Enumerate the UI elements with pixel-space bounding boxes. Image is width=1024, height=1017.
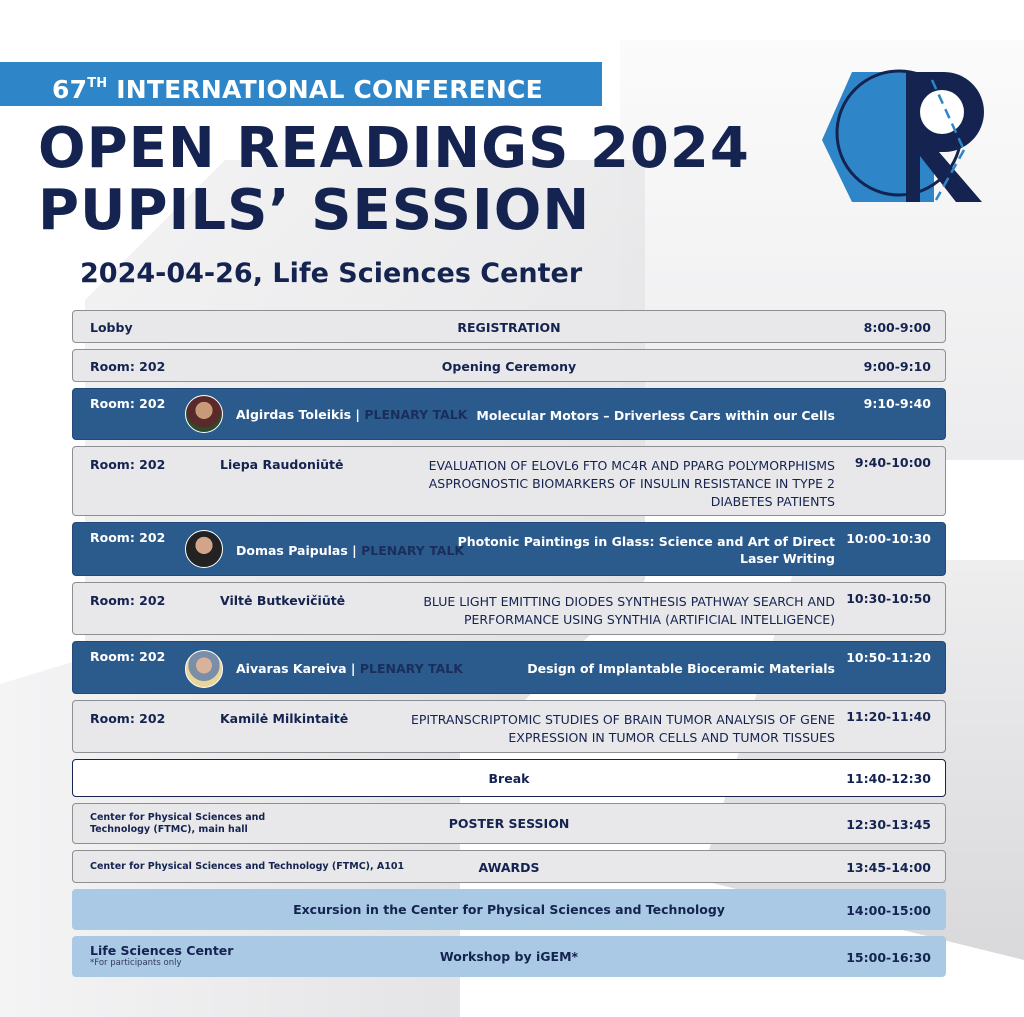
- schedule-row-opening: [72, 349, 946, 382]
- room-label: Center for Physical Sciences and Technology (FTMC), A101: [90, 861, 405, 872]
- talk-title-line: DIABETES PATIENTS: [710, 494, 835, 509]
- session-time: 10:00-10:30: [846, 531, 931, 546]
- banner-suffix: TH: [87, 76, 108, 91]
- participants-note: *For participants only: [90, 958, 182, 968]
- schedule-row-talk: [72, 582, 946, 635]
- talk-title-line: ASPROGNOSTIC BIOMARKERS OF INSULIN RESISTANCE IN TYPE 2: [428, 476, 835, 491]
- room-label: Room: 202: [90, 457, 166, 472]
- speaker-name-text: Aivaras Kareiva: [236, 661, 347, 676]
- room-label-line: Center for Physical Sciences and: [90, 812, 266, 823]
- room-label: Lobby: [90, 320, 133, 335]
- speaker-name-text: Domas Paipulas: [236, 543, 348, 558]
- speaker-name: Liepa Raudoniūtė: [220, 457, 344, 472]
- schedule-row-plenary: [72, 522, 946, 576]
- speaker-name: [236, 543, 464, 558]
- session-title: Break: [488, 771, 530, 786]
- talk-title: [429, 457, 835, 511]
- session-time: 11:20-11:40: [846, 709, 931, 724]
- session-time: 10:30-10:50: [846, 591, 931, 606]
- plenary-tag: PLENARY TALK: [361, 543, 465, 558]
- session-time: 11:40-12:30: [846, 771, 931, 786]
- session-title: POSTER SESSION: [448, 816, 570, 831]
- session-time: 9:00-9:10: [863, 359, 931, 374]
- talk-title-line: EVALUATION OF ELOVL6 FTO MC4R AND PPARG POLYMORPHISMS: [428, 458, 835, 473]
- session-title: AWARDS: [478, 860, 540, 875]
- session-title: REGISTRATION: [457, 320, 561, 335]
- talk-title: [458, 533, 835, 567]
- plenary-tag: PLENARY TALK: [364, 407, 468, 422]
- event-date-location: 2024-04-26, Life Sciences Center: [80, 258, 583, 289]
- speaker-avatar: [185, 395, 223, 433]
- separator: |: [347, 543, 362, 558]
- talk-title-line: BLUE LIGHT EMITTING DIODES SYNTHESIS PATHWAY SEARCH AND: [423, 594, 835, 609]
- page-title: [38, 118, 750, 242]
- talk-title-line: EXPRESSION IN TUMOR CELLS AND TUMOR TISSUES: [508, 730, 835, 745]
- session-time: 10:50-11:20: [846, 650, 931, 665]
- schedule-row-break: [72, 759, 946, 797]
- speaker-name: Viltė Butkevičiūtė: [220, 593, 346, 608]
- talk-title-line: PERFORMANCE USING SYNTHIA (ARTIFICIAL INTELLIGENCE): [464, 612, 835, 627]
- speaker-name-text: Algirdas Toleikis: [236, 407, 352, 422]
- speaker-name: Kamilė Milkintaitė: [220, 711, 349, 726]
- session-time: 8:00-9:00: [863, 320, 931, 335]
- session-time: 9:40-10:00: [854, 455, 931, 470]
- speaker-name: [236, 407, 467, 422]
- session-title: Workshop by iGEM*: [439, 949, 579, 964]
- talk-title: [411, 711, 835, 747]
- room-label-text: Life Sciences Center: [90, 943, 234, 958]
- separator: |: [351, 407, 365, 422]
- session-time: 12:30-13:45: [846, 817, 931, 832]
- banner-text: INTERNATIONAL CONFERENCE: [116, 75, 543, 104]
- room-label: Room: 202: [90, 711, 166, 726]
- talk-title-line: EPITRANSCRIPTOMIC STUDIES OF BRAIN TUMOR ANALYSIS OF GENE: [410, 712, 835, 727]
- talk-title: [423, 593, 835, 629]
- schedule-table: [72, 310, 946, 983]
- room-label: Room: 202: [90, 396, 166, 411]
- separator: |: [346, 661, 360, 676]
- session-time: 15:00-16:30: [846, 950, 931, 965]
- schedule-row-plenary: [72, 388, 946, 440]
- session-title: Opening Ceremony: [441, 359, 577, 374]
- speaker-avatar: [185, 650, 223, 688]
- room-label: Room: 202: [90, 359, 166, 374]
- talk-title-line: Laser Writing: [740, 551, 835, 566]
- talk-title-line: Photonic Paintings in Glass: Science and Art of Direct: [457, 534, 835, 549]
- title-line-2: PUPILS’ SESSION: [38, 178, 591, 243]
- schedule-row-talk: [72, 446, 946, 516]
- schedule-row-workshop: [72, 936, 946, 977]
- talk-title: Design of Implantable Bioceramic Materials: [527, 661, 835, 676]
- conference-banner: [0, 62, 602, 106]
- banner-number: 67: [52, 75, 88, 104]
- schedule-row-registration: [72, 310, 946, 343]
- room-label: Room: 202: [90, 593, 166, 608]
- schedule-row-excursion: [72, 889, 946, 930]
- schedule-row-plenary: [72, 641, 946, 694]
- room-label: Room: 202: [90, 530, 166, 545]
- plenary-tag: PLENARY TALK: [359, 661, 463, 676]
- session-time: 9:10-9:40: [863, 396, 931, 411]
- schedule-row-awards: [72, 850, 946, 883]
- talk-title: Molecular Motors – Driverless Cars within our Cells: [476, 408, 835, 423]
- speaker-avatar: [185, 530, 223, 568]
- room-label: Room: 202: [90, 649, 166, 664]
- room-label-line: Technology (FTMC), main hall: [90, 824, 248, 835]
- session-title: Excursion in the Center for Physical Sciences and Technology: [293, 902, 725, 917]
- open-readings-logo-icon: [814, 60, 990, 210]
- session-time: 14:00-15:00: [846, 903, 931, 918]
- title-line-1: OPEN READINGS 2024: [38, 116, 750, 181]
- speaker-name: [236, 661, 463, 676]
- session-time: 13:45-14:00: [846, 860, 931, 875]
- schedule-row-talk: [72, 700, 946, 753]
- schedule-row-poster: [72, 803, 946, 844]
